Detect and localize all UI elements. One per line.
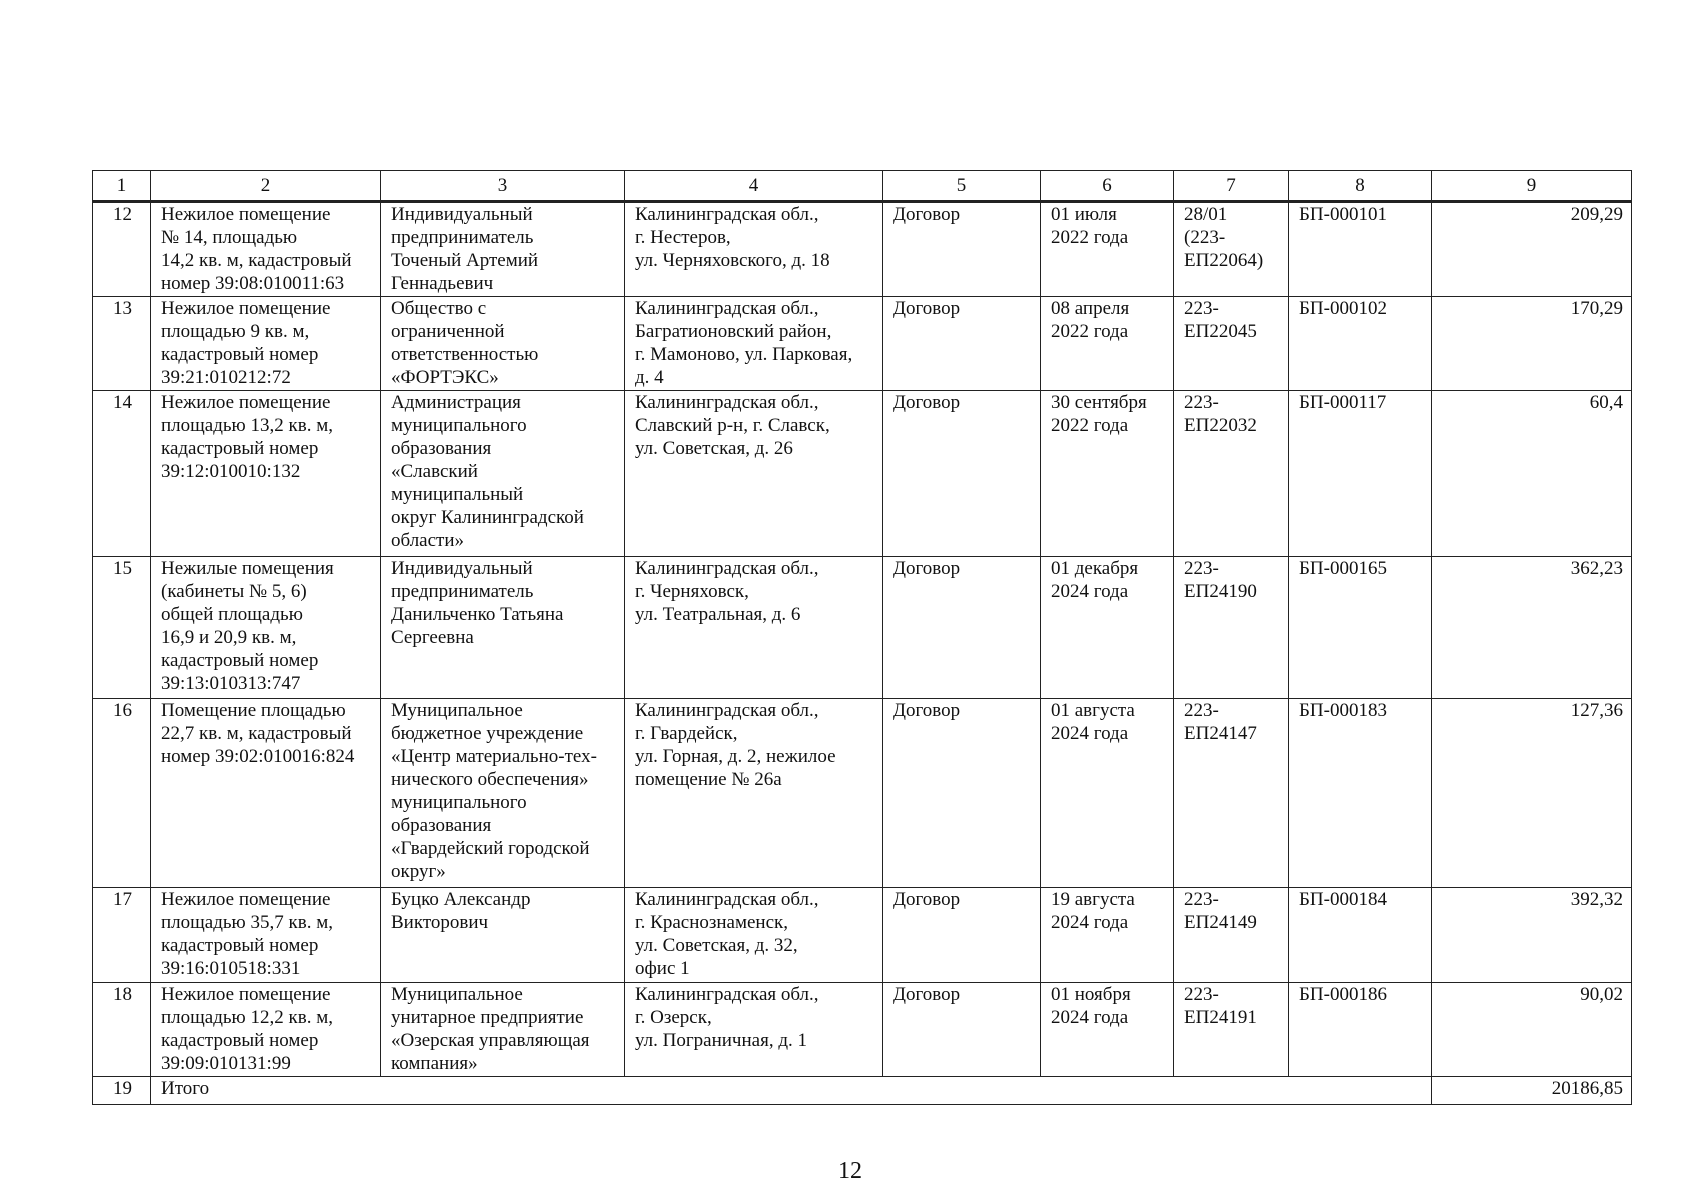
tenant-cell: Администрация муниципального образования «Славский муниципальный округ Калининградской области» bbox=[381, 391, 625, 557]
code-cell: БП-000117 bbox=[1289, 391, 1432, 557]
column-number-header-row bbox=[93, 171, 1632, 202]
column-header: 4 bbox=[625, 171, 883, 202]
date-cell: 01 декабря 2024 года bbox=[1041, 557, 1174, 699]
table-row bbox=[93, 699, 1632, 888]
object-description-cell: Нежилые помещения (кабинеты № 5, 6) общей площадью 16,9 и 20,9 кв. м, кадастровый номер 39:13:010313:747 bbox=[151, 557, 381, 699]
row-number-cell: 18 bbox=[93, 983, 151, 1077]
page-number: 12 bbox=[838, 1158, 862, 1184]
contract-number-cell: 223- ЕП24190 bbox=[1174, 557, 1289, 699]
tenant-cell: Муниципальное бюджетное учреждение «Центр материально-тех- нического обеспечения» муниципального образования «Гвардейский городской округ» bbox=[381, 699, 625, 888]
code-cell: БП-000102 bbox=[1289, 297, 1432, 391]
contract-number-cell: 28/01 (223- ЕП22064) bbox=[1174, 202, 1289, 297]
address-cell: Калининградская обл., г. Краснознаменск, ул. Советская, д. 32, офис 1 bbox=[625, 888, 883, 983]
row-number-cell: 13 bbox=[93, 297, 151, 391]
tenant-cell: Общество с ограниченной ответственностью «ФОРТЭКС» bbox=[381, 297, 625, 391]
document-type-cell: Договор bbox=[883, 297, 1041, 391]
object-description-cell: Нежилое помещение площадью 12,2 кв. м, кадастровый номер 39:09:010131:99 bbox=[151, 983, 381, 1077]
object-description-cell: Нежилое помещение площадью 9 кв. м, кадастровый номер 39:21:010212:72 bbox=[151, 297, 381, 391]
amount-cell: 209,29 bbox=[1432, 202, 1632, 297]
document-table-container bbox=[92, 170, 1631, 1105]
contract-number-cell: 223- ЕП22032 bbox=[1174, 391, 1289, 557]
total-amount: 20186,85 bbox=[1432, 1077, 1632, 1105]
code-cell: БП-000165 bbox=[1289, 557, 1432, 699]
column-header: 1 bbox=[93, 171, 151, 202]
amount-cell: 90,02 bbox=[1432, 983, 1632, 1077]
tenant-cell: Буцко Александр Викторович bbox=[381, 888, 625, 983]
amount-cell: 60,4 bbox=[1432, 391, 1632, 557]
amount-cell: 392,32 bbox=[1432, 888, 1632, 983]
column-header: 9 bbox=[1432, 171, 1632, 202]
column-header: 5 bbox=[883, 171, 1041, 202]
amount-cell: 170,29 bbox=[1432, 297, 1632, 391]
address-cell: Калининградская обл., Славский р-н, г. Славск, ул. Советская, д. 26 bbox=[625, 391, 883, 557]
document-type-cell: Договор bbox=[883, 888, 1041, 983]
address-cell: Калининградская обл., г. Озерск, ул. Пограничная, д. 1 bbox=[625, 983, 883, 1077]
date-cell: 08 апреля 2022 года bbox=[1041, 297, 1174, 391]
total-row bbox=[93, 1077, 1632, 1105]
row-number-cell: 14 bbox=[93, 391, 151, 557]
column-header: 3 bbox=[381, 171, 625, 202]
code-cell: БП-000186 bbox=[1289, 983, 1432, 1077]
total-label: Итого bbox=[151, 1077, 1432, 1105]
column-header: 8 bbox=[1289, 171, 1432, 202]
table-row bbox=[93, 391, 1632, 557]
document-type-cell: Договор bbox=[883, 391, 1041, 557]
document-type-cell: Договор bbox=[883, 202, 1041, 297]
date-cell: 30 сентября 2022 года bbox=[1041, 391, 1174, 557]
table-row bbox=[93, 888, 1632, 983]
row-number-cell: 16 bbox=[93, 699, 151, 888]
code-cell: БП-000183 bbox=[1289, 699, 1432, 888]
date-cell: 01 июля 2022 года bbox=[1041, 202, 1174, 297]
code-cell: БП-000101 bbox=[1289, 202, 1432, 297]
contract-number-cell: 223- ЕП24149 bbox=[1174, 888, 1289, 983]
row-number-cell: 17 bbox=[93, 888, 151, 983]
column-header: 7 bbox=[1174, 171, 1289, 202]
document-type-cell: Договор bbox=[883, 983, 1041, 1077]
contract-number-cell: 223- ЕП24191 bbox=[1174, 983, 1289, 1077]
amount-cell: 362,23 bbox=[1432, 557, 1632, 699]
address-cell: Калининградская обл., г. Нестеров, ул. Черняховского, д. 18 bbox=[625, 202, 883, 297]
table-row bbox=[93, 202, 1632, 297]
address-cell: Калининградская обл., г. Черняховск, ул. Театральная, д. 6 bbox=[625, 557, 883, 699]
amount-cell: 127,36 bbox=[1432, 699, 1632, 888]
object-description-cell: Нежилое помещение № 14, площадью 14,2 кв. м, кадастровый номер 39:08:010011:63 bbox=[151, 202, 381, 297]
table-row bbox=[93, 983, 1632, 1077]
date-cell: 01 ноября 2024 года bbox=[1041, 983, 1174, 1077]
column-header: 2 bbox=[151, 171, 381, 202]
row-number-cell: 19 bbox=[93, 1077, 151, 1105]
address-cell: Калининградская обл., г. Гвардейск, ул. Горная, д. 2, нежилое помещение № 26а bbox=[625, 699, 883, 888]
column-header: 6 bbox=[1041, 171, 1174, 202]
document-type-cell: Договор bbox=[883, 557, 1041, 699]
date-cell: 19 августа 2024 года bbox=[1041, 888, 1174, 983]
table-row bbox=[93, 557, 1632, 699]
date-cell: 01 августа 2024 года bbox=[1041, 699, 1174, 888]
tenant-cell: Индивидуальный предприниматель Данильченко Татьяна Сергеевна bbox=[381, 557, 625, 699]
row-number-cell: 12 bbox=[93, 202, 151, 297]
contract-number-cell: 223- ЕП22045 bbox=[1174, 297, 1289, 391]
code-cell: БП-000184 bbox=[1289, 888, 1432, 983]
property-lease-table bbox=[92, 170, 1632, 1105]
row-number-cell: 15 bbox=[93, 557, 151, 699]
table-row bbox=[93, 297, 1632, 391]
tenant-cell: Муниципальное унитарное предприятие «Озерская управляющая компания» bbox=[381, 983, 625, 1077]
address-cell: Калининградская обл., Багратионовский район, г. Мамоново, ул. Парковая, д. 4 bbox=[625, 297, 883, 391]
document-type-cell: Договор bbox=[883, 699, 1041, 888]
tenant-cell: Индивидуальный предприниматель Точеный Артемий Геннадьевич bbox=[381, 202, 625, 297]
object-description-cell: Нежилое помещение площадью 13,2 кв. м, кадастровый номер 39:12:010010:132 bbox=[151, 391, 381, 557]
object-description-cell: Помещение площадью 22,7 кв. м, кадастровый номер 39:02:010016:824 bbox=[151, 699, 381, 888]
contract-number-cell: 223- ЕП24147 bbox=[1174, 699, 1289, 888]
object-description-cell: Нежилое помещение площадью 35,7 кв. м, кадастровый номер 39:16:010518:331 bbox=[151, 888, 381, 983]
